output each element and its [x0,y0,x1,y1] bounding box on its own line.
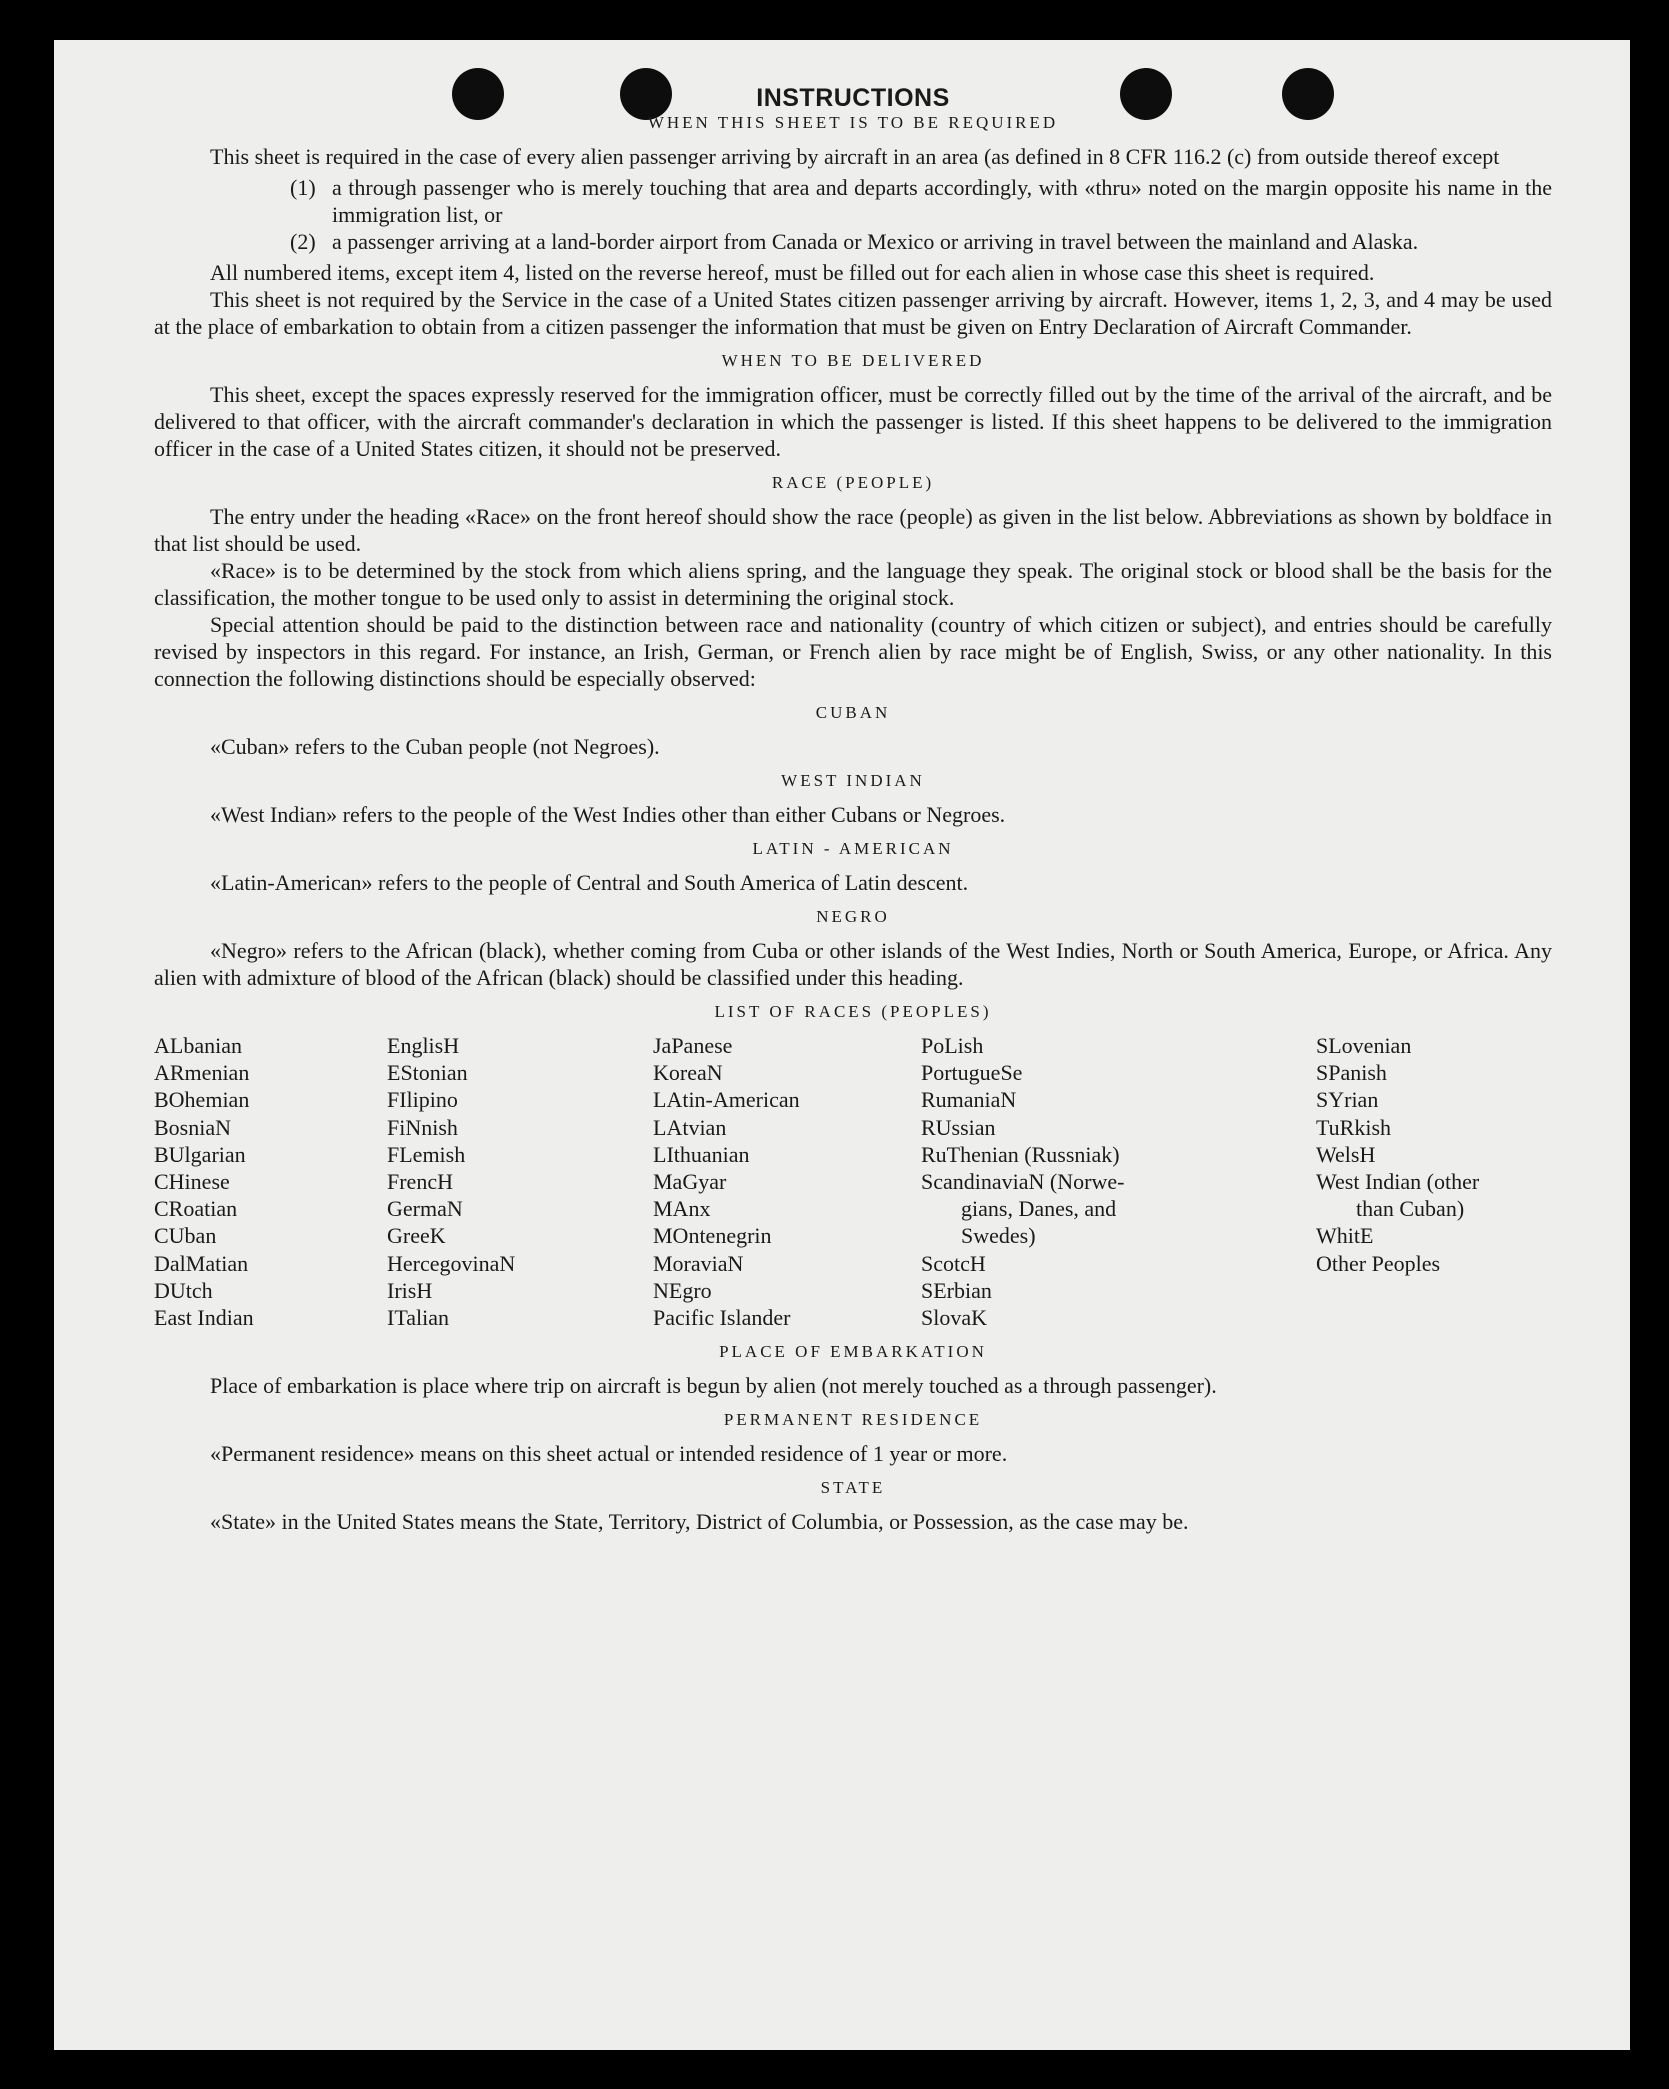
section-heading-race-list: LIST OF RACES (PEOPLES) [714,1002,992,1021]
race-para-1: The entry under the heading «Race» on the front hereof should show the race (people) as given in the list below. Abbreviations as shown by boldface in that list should be used. [154,504,1552,556]
section-heading-west-indian: WEST INDIAN [781,771,925,790]
race-item: FrencH [387,1169,453,1195]
race-item: ScotcH [921,1250,986,1276]
race-column [653,1032,921,1331]
race-item: ALbanian [154,1033,242,1058]
required-para-3: This sheet is not required by the Service in the case of a United States citizen passenger arriving by aircraft. However, items 1, 2, 3, and 4 may be used at the place of embarkation to obtain from a citizen passenger the information that must be given on Entry Declaration of Aircraft Commander. [154,287,1552,339]
race-item: SErbian [921,1277,992,1303]
exception-list [154,174,1552,255]
west-indian-text: «West Indian» refers to the people of the West Indies other than either Cubans or Negroes. [210,802,1006,827]
race-item: RumaniaN [921,1087,1017,1113]
delivered-text: This sheet, except the spaces expressly reserved for the immigration officer, must be correctly filled out by the time of the arrival of the aircraft, and be delivered to that officer, with the aircraft commander's declaration in which the passenger is listed. If this sheet happens to be delivered to the immigration officer in the case of a United States citizen, it should not be preserved. [154,382,1552,461]
section-heading-negro: NEGRO [816,907,890,926]
cuban-text: «Cuban» refers to the Cuban people (not Negroes). [210,734,660,759]
race-item: SlovaK [921,1305,987,1331]
race-item: Other Peoples [1316,1250,1441,1276]
race-item: NEgro [653,1277,712,1303]
item-text: a through passenger who is merely touching that area and departs accordingly, with «thru» noted on the margin opposite his name in the immigration list, or [332,175,1552,227]
race-item: MoraviaN [653,1250,744,1276]
race-item: TuRkish [1316,1114,1392,1140]
race-column [387,1032,653,1331]
section-heading-latin-american: LATIN - AMERICAN [752,839,954,858]
race-para-3: Special attention should be paid to the distinction between race and nationality (country of which citizen or subject), and entries should be carefully revised by inspectors in this regard. For instance, an Irish, German, or French alien by race might be of English, Swiss, or any other nationality. In this connection the following distinctions should be especially observed: [154,612,1552,691]
race-item: Pacific Islander [653,1305,791,1331]
section-heading-required: WHEN THIS SHEET IS TO BE REQUIRED [647,113,1059,132]
race-item: LAtvian [653,1114,727,1140]
race-para-2: «Race» is to be determined by the stock from which aliens spring, and the language they speak. The original stock or blood shall be the basis for the classification, the mother tongue to be used only to assist in determining the original stock. [154,558,1552,610]
race-item: PortugueSe [921,1060,1023,1086]
race-item: GermaN [387,1196,463,1222]
race-item: FIlipino [387,1087,458,1113]
race-item: SYrian [1316,1087,1379,1113]
race-item: CHinese [154,1169,230,1195]
race-item: ARmenian [154,1060,250,1086]
state-text: «State» in the United States means the State, Territory, District of Columbia, or Possession, as the case may be. [210,1509,1189,1535]
section-heading-embarkation: PLACE OF EMBARKATION [719,1342,987,1362]
race-column [921,1032,1316,1331]
race-item: ITalian [387,1305,449,1331]
race-item: EStonian [387,1060,468,1086]
race-item: CUban [154,1223,217,1249]
race-column [154,1032,387,1331]
race-item: BosniaN [154,1114,231,1140]
race-item: gians, Danes, and [961,1196,1117,1222]
race-item: Swedes) [961,1223,1036,1249]
race-item: EnglisH [387,1033,460,1058]
race-item: West Indian (other [1316,1169,1480,1195]
race-item: DalMatian [154,1250,249,1276]
race-item: RUssian [921,1114,996,1140]
item-number: (2) [290,229,316,254]
race-item: FLemish [387,1141,466,1167]
negro-text: «Negro» refers to the African (black), whether coming from Cuba or other islands of the West Indies, North or South America, Europe, or Africa. Any alien with admixture of blood of the African (black) should be classified under this heading. [154,938,1552,990]
race-item: MOntenegrin [653,1223,772,1249]
race-item: MAnx [653,1196,711,1222]
race-item: LAtin-American [653,1087,800,1113]
latin-american-text: «Latin-American» refers to the people of Central and South America of Latin descent. [210,870,969,895]
embarkation-text: Place of embarkation is place where trip on aircraft is begun by alien (not merely touched as a through passenger). [210,1373,1217,1399]
required-para-2: All numbered items, except item 4, listed on the reverse hereof, must be filled out for each alien in whose case this sheet is required. [210,260,1375,285]
race-item: PoLish [921,1033,984,1058]
race-item: HercegovinaN [387,1250,516,1276]
race-item: DUtch [154,1277,213,1303]
race-item: SLovenian [1316,1033,1412,1058]
instructions-content [154,84,1552,1535]
race-item: CRoatian [154,1196,238,1222]
race-item: KoreaN [653,1060,723,1086]
section-heading-residence: PERMANENT RESIDENCE [723,1410,983,1430]
race-item: ScandinaviaN (Norwe- [921,1169,1125,1195]
section-heading-race: RACE (PEOPLE) [771,473,935,492]
race-item: LIthuanian [653,1141,750,1167]
race-item: SPanish [1316,1060,1387,1086]
race-item: WhitE [1316,1223,1374,1249]
race-item: IrisH [387,1277,433,1303]
race-item: BOhemian [154,1087,250,1113]
section-heading-cuban: CUBAN [815,703,891,722]
item-number: (1) [290,175,316,200]
race-item: East Indian [154,1305,254,1331]
list-item [154,174,1552,228]
section-heading-state: STATE [820,1478,886,1498]
race-column [1316,1032,1552,1331]
race-item: BUlgarian [154,1141,246,1167]
list-item [154,228,1552,255]
document-page [54,40,1630,2050]
race-item: FiNnish [387,1114,458,1140]
section-heading-delivered: WHEN TO BE DELIVERED [721,351,985,370]
page-title: INSTRUCTIONS [756,84,950,112]
residence-text: «Permanent residence» means on this sheet actual or intended residence of 1 year or more. [210,1441,1008,1467]
race-item: MaGyar [653,1169,727,1195]
required-intro: This sheet is required in the case of every alien passenger arriving by aircraft in an area (as defined in 8 CFR 116.2 (c) from outside thereof except [210,144,1500,169]
race-item: JaPanese [653,1033,733,1058]
race-item: than Cuban) [1356,1196,1465,1222]
race-item: GreeK [387,1223,446,1249]
race-list [154,1032,1552,1331]
item-text: a passenger arriving at a land-border airport from Canada or Mexico or arriving in travel between the mainland and Alaska. [332,229,1419,254]
race-item: RuThenian (Russniak) [921,1141,1120,1167]
race-item: WelsH [1316,1141,1376,1167]
